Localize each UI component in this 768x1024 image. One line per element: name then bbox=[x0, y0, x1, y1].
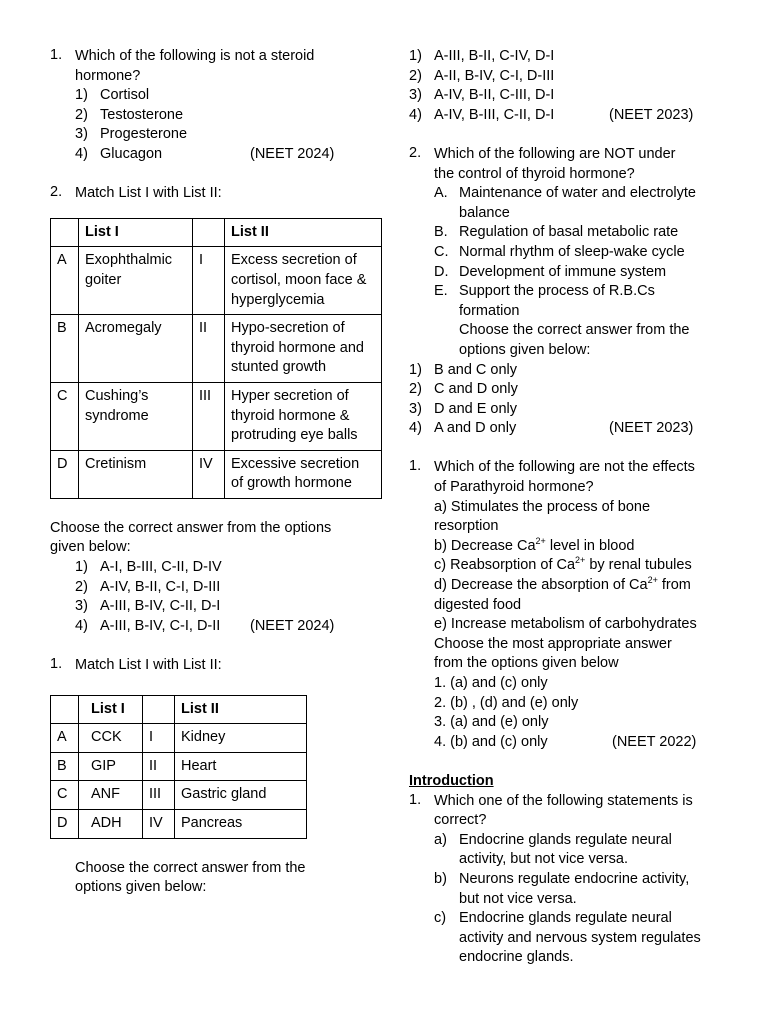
table-header-row bbox=[51, 695, 307, 724]
option bbox=[75, 597, 370, 617]
question-text: of Parathyroid hormone? bbox=[434, 479, 594, 496]
item-letter: B. bbox=[434, 224, 448, 241]
question-number: 1. bbox=[50, 47, 63, 63]
table-header-cell: List II bbox=[225, 218, 382, 247]
exam-tag: (NEET 2024) bbox=[250, 145, 335, 162]
table-cell: A bbox=[51, 724, 79, 753]
table-row bbox=[51, 315, 382, 383]
statement-text: from bbox=[657, 577, 691, 594]
table-cell: IV bbox=[193, 450, 225, 498]
statement-item bbox=[434, 223, 729, 243]
option-text: A-III, B-II, C-IV, D-I bbox=[434, 48, 555, 64]
option-text: A-III, B-IV, C-II, D-I bbox=[100, 598, 221, 615]
table-cell: Cushing’s syndrome bbox=[79, 382, 193, 450]
statement-item bbox=[434, 243, 729, 263]
table-row bbox=[51, 382, 382, 450]
option-text: Cortisol bbox=[100, 87, 150, 104]
statement-a-continued: resorption bbox=[434, 518, 499, 535]
table-header-cell: List I bbox=[79, 218, 193, 247]
options-list bbox=[409, 47, 729, 125]
question-text: Match List I with List II: bbox=[75, 657, 222, 674]
table-header-cell bbox=[51, 218, 79, 247]
question-endocrine-neural bbox=[409, 792, 729, 968]
table-cell: Cretinism bbox=[79, 450, 193, 498]
option-text: Progesterone bbox=[100, 126, 188, 143]
option: 2. (b) , (d) and (e) only bbox=[434, 694, 579, 711]
statement-b bbox=[434, 537, 729, 557]
table-cell: Gastric gland bbox=[175, 781, 307, 810]
instruction-text: options given below: bbox=[75, 879, 207, 896]
option bbox=[409, 380, 729, 400]
table-cell: Heart bbox=[175, 752, 307, 781]
right-column bbox=[409, 47, 729, 968]
table-cell: I bbox=[193, 247, 225, 315]
question-number: 1. bbox=[50, 656, 63, 673]
instruction-text: from the options given below bbox=[434, 655, 619, 672]
option: 1. (a) and (c) only bbox=[434, 675, 548, 691]
table-cell: D bbox=[51, 450, 79, 498]
option-continued bbox=[434, 850, 729, 870]
question-text: Which of the following are NOT under bbox=[434, 145, 676, 162]
item-letter: C. bbox=[434, 243, 449, 260]
options-list bbox=[409, 361, 729, 439]
option-text: Testosterone bbox=[100, 106, 184, 123]
instruction-text bbox=[434, 341, 729, 361]
question-number: 2. bbox=[409, 144, 422, 161]
item-text: formation bbox=[459, 302, 520, 319]
table-row bbox=[51, 810, 307, 839]
table-cell: CCK bbox=[79, 724, 143, 753]
table-cell: Excess secretion of cortisol, moon face & hyperglycemia bbox=[225, 247, 382, 315]
option-text: A and D only bbox=[434, 420, 517, 437]
statement-d-continued: digested food bbox=[434, 596, 522, 613]
option-letter: a) bbox=[434, 831, 447, 848]
table-cell: ANF bbox=[79, 781, 143, 810]
table-header-cell: List I bbox=[79, 695, 143, 724]
option-text: C and D only bbox=[434, 381, 518, 398]
statement-item bbox=[434, 282, 729, 302]
option-number: 2) bbox=[409, 381, 422, 398]
option-number: 4) bbox=[75, 617, 88, 634]
instruction-text: Choose the correct answer from the bbox=[75, 859, 306, 876]
exam-tag: (NEET 2024) bbox=[250, 617, 335, 634]
table-row bbox=[51, 724, 307, 753]
option-text: B and C only bbox=[434, 361, 518, 378]
option-number: 4) bbox=[75, 145, 88, 162]
option-number: 1) bbox=[409, 48, 422, 64]
table-header-cell bbox=[51, 695, 79, 724]
question-match-list-2 bbox=[50, 656, 370, 676]
option-number: 3) bbox=[409, 87, 422, 104]
option-number: 1) bbox=[75, 87, 88, 104]
statement-item bbox=[434, 263, 729, 283]
question-steroid-hormone bbox=[50, 47, 370, 165]
table-row bbox=[51, 781, 307, 810]
table-cell: Acromegaly bbox=[79, 315, 193, 383]
table-row bbox=[51, 752, 307, 781]
option-continued bbox=[434, 929, 729, 949]
option bbox=[75, 558, 370, 578]
table-cell: II bbox=[193, 315, 225, 383]
option bbox=[75, 86, 370, 106]
section-heading: Introduction bbox=[409, 772, 494, 789]
option bbox=[75, 617, 370, 637]
superscript: 2+ bbox=[575, 555, 586, 566]
exam-tag: (NEET 2023) bbox=[609, 106, 694, 123]
option-continued bbox=[434, 948, 729, 968]
statement-a: a) Stimulates the process of bone bbox=[434, 498, 651, 515]
option-text: A-IV, B-II, C-I, D-III bbox=[100, 578, 221, 595]
option bbox=[75, 578, 370, 598]
table-cell: C bbox=[51, 382, 79, 450]
option-text: but not vice versa. bbox=[459, 890, 577, 907]
option-number: 3) bbox=[75, 126, 88, 143]
question-text: hormone? bbox=[75, 67, 141, 84]
table-header-cell bbox=[193, 218, 225, 247]
table-header-row bbox=[51, 218, 382, 247]
table-cell: B bbox=[51, 315, 79, 383]
instruction-line: options given below: bbox=[459, 341, 591, 358]
option bbox=[434, 909, 729, 929]
table-cell: Excessive secretion of growth hormone bbox=[225, 450, 382, 498]
table-cell: III bbox=[143, 781, 175, 810]
table-cell: ADH bbox=[79, 810, 143, 839]
option-text: Neurons regulate endocrine activity, bbox=[459, 870, 690, 887]
table-cell: Kidney bbox=[175, 724, 307, 753]
question-number: 2. bbox=[50, 184, 63, 201]
statement-text: c) Reabsorption of Ca bbox=[434, 557, 576, 574]
instruction-text bbox=[434, 321, 729, 341]
option: 3. (a) and (e) only bbox=[434, 714, 549, 731]
option bbox=[434, 733, 729, 753]
statement-d bbox=[434, 576, 729, 596]
question-text: Match List I with List II: bbox=[75, 185, 222, 202]
table-header-cell: List II bbox=[175, 695, 307, 724]
option-text: A-II, B-IV, C-I, D-III bbox=[434, 67, 555, 84]
table-cell: Exophthalmic goiter bbox=[79, 247, 193, 315]
item-letter: E. bbox=[434, 283, 448, 300]
option-text: A-I, B-III, C-II, D-IV bbox=[100, 559, 222, 576]
left-column bbox=[50, 47, 370, 898]
option-number: 3) bbox=[75, 598, 88, 615]
match-table-disorders bbox=[50, 218, 382, 499]
option bbox=[409, 86, 729, 106]
options-list bbox=[75, 558, 370, 636]
choose-instruction bbox=[50, 519, 370, 558]
option-text: activity and nervous system regulates bbox=[459, 929, 701, 946]
instruction-text: Choose the most appropriate answer bbox=[434, 635, 672, 652]
option-letter: b) bbox=[434, 870, 447, 887]
option bbox=[434, 870, 729, 890]
item-text: Regulation of basal metabolic rate bbox=[459, 224, 679, 241]
exam-tag: (NEET 2023) bbox=[609, 420, 694, 437]
item-letter: D. bbox=[434, 263, 449, 280]
option-text: Glucagon bbox=[100, 145, 163, 162]
statement-text: level in blood bbox=[545, 537, 635, 554]
statement-text: b) Decrease Ca bbox=[434, 537, 536, 554]
question-parathyroid bbox=[409, 458, 729, 752]
option-number: 2) bbox=[75, 106, 88, 123]
option-text: activity, but not vice versa. bbox=[459, 851, 628, 868]
table-cell: Hyper secretion of thyroid hormone & protruding eye balls bbox=[225, 382, 382, 450]
statement-item bbox=[434, 184, 729, 204]
superscript: 2+ bbox=[535, 536, 546, 547]
option bbox=[409, 400, 729, 420]
table-header-cell bbox=[143, 695, 175, 724]
question-number: 1. bbox=[409, 791, 422, 808]
option bbox=[409, 67, 729, 87]
option-text: endocrine glands. bbox=[459, 949, 574, 966]
option-number: 1) bbox=[409, 361, 422, 378]
item-text: Maintenance of water and electrolyte bbox=[459, 185, 696, 202]
option-text: D and E only bbox=[434, 400, 518, 417]
table-cell: IV bbox=[143, 810, 175, 839]
option bbox=[75, 145, 370, 165]
option-number: 4) bbox=[409, 420, 422, 437]
instruction-text: given below: bbox=[50, 539, 131, 556]
option-number: 4) bbox=[409, 106, 422, 123]
statement-text: d) Decrease the absorption of Ca bbox=[434, 577, 648, 594]
statement-c bbox=[434, 556, 729, 576]
item-text: Normal rhythm of sleep-wake cycle bbox=[459, 243, 685, 260]
option-text: A-IV, B-III, C-II, D-I bbox=[434, 106, 555, 123]
statement-e: e) Increase metabolism of carbohydrates bbox=[434, 616, 697, 633]
statement-item-continued bbox=[434, 204, 729, 224]
question-number: 1. bbox=[409, 458, 422, 475]
table-row bbox=[51, 450, 382, 498]
question-text: correct? bbox=[434, 812, 487, 829]
item-text: balance bbox=[459, 204, 510, 221]
table-cell: D bbox=[51, 810, 79, 839]
option bbox=[75, 125, 370, 145]
option-number: 2) bbox=[75, 578, 88, 595]
table-cell: C bbox=[51, 781, 79, 810]
superscript: 2+ bbox=[647, 575, 658, 586]
table-cell: A bbox=[51, 247, 79, 315]
question-match-list-1 bbox=[50, 184, 370, 204]
option-number: 1) bbox=[75, 559, 88, 576]
question-thyroid-control bbox=[409, 145, 729, 361]
exam-tag: (NEET 2022) bbox=[612, 733, 697, 750]
option-text: A-III, B-IV, C-I, D-II bbox=[100, 617, 221, 634]
instruction-text: Choose the correct answer from the options bbox=[50, 519, 332, 536]
option bbox=[409, 361, 729, 381]
statement-text: by renal tubules bbox=[585, 557, 692, 574]
option-text: Endocrine glands regulate neural bbox=[459, 910, 672, 927]
statement-item-continued bbox=[434, 302, 729, 322]
table-cell: Pancreas bbox=[175, 810, 307, 839]
question-text: Which of the following are not the effects bbox=[434, 459, 695, 476]
option bbox=[434, 831, 729, 851]
table-cell: II bbox=[143, 752, 175, 781]
option-number: 2) bbox=[409, 67, 422, 84]
question-text: the control of thyroid hormone? bbox=[434, 165, 635, 182]
question-text: Which of the following is not a steroid bbox=[75, 48, 315, 64]
table-cell: Hypo-secretion of thyroid hormone and stunted growth bbox=[225, 315, 382, 383]
option bbox=[75, 106, 370, 126]
table-cell: I bbox=[143, 724, 175, 753]
option-text: Endocrine glands regulate neural bbox=[459, 831, 672, 848]
option-number: 3) bbox=[409, 400, 422, 417]
option bbox=[409, 106, 729, 126]
option bbox=[409, 419, 729, 439]
choose-instruction bbox=[75, 859, 370, 898]
table-cell: GIP bbox=[79, 752, 143, 781]
option-continued bbox=[434, 890, 729, 910]
item-text: Support the process of R.B.Cs bbox=[459, 283, 655, 300]
question-text: Which one of the following statements is bbox=[434, 792, 693, 809]
table-cell: B bbox=[51, 752, 79, 781]
table-cell: III bbox=[193, 382, 225, 450]
option bbox=[409, 47, 729, 67]
instruction-line: Choose the correct answer from the bbox=[459, 322, 690, 339]
item-letter: A. bbox=[434, 185, 448, 202]
option-letter: c) bbox=[434, 910, 447, 927]
match-table-hormones bbox=[50, 695, 307, 839]
option-text: A-IV, B-II, C-III, D-I bbox=[434, 87, 555, 104]
item-text: Development of immune system bbox=[459, 263, 667, 280]
table-row bbox=[51, 247, 382, 315]
option-text: 4. (b) and (c) only bbox=[434, 733, 548, 750]
